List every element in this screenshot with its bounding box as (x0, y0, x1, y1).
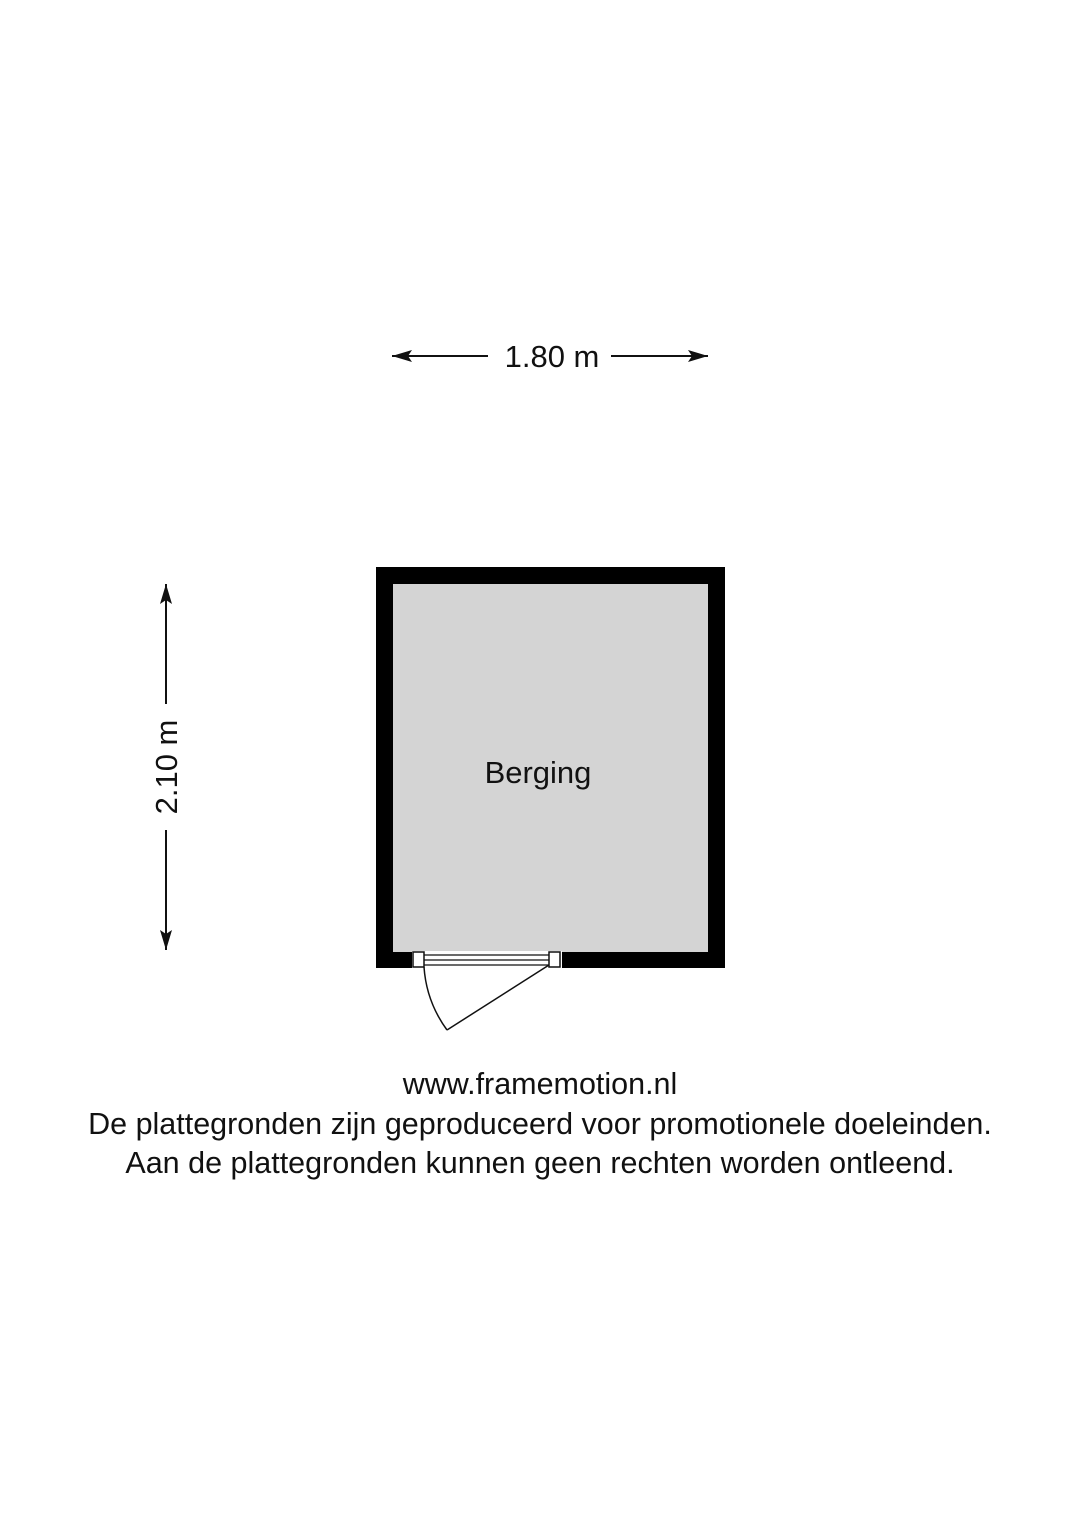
footer-disclaimer-line1: De plattegronden zijn geproduceerd voor promotionele doeleinden. (88, 1107, 992, 1141)
door-jamb-right (549, 952, 560, 967)
height-dimension-label: 2.10 m (149, 719, 184, 815)
height-dimension (149, 584, 184, 950)
width-dimension-label: 1.80 m (504, 339, 600, 374)
door-leaf (447, 965, 549, 1030)
footer-disclaimer-line2: Aan de plattegronden kunnen geen rechten worden ontleend. (125, 1146, 955, 1180)
room-label: Berging (484, 755, 592, 790)
width-dimension (392, 339, 708, 374)
room-berging (376, 567, 725, 1030)
footer-url: www.framemotion.nl (402, 1067, 678, 1101)
door-swing-arc (424, 967, 447, 1030)
door-jamb-left (413, 952, 424, 967)
